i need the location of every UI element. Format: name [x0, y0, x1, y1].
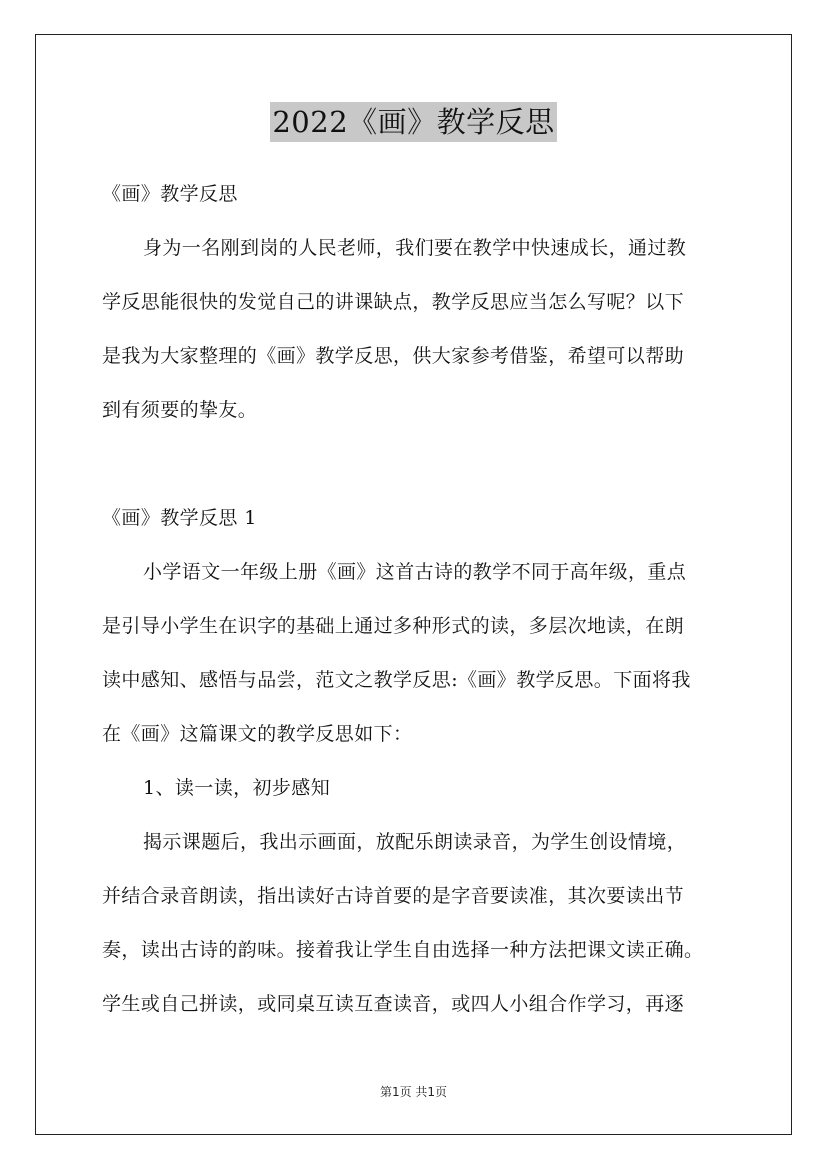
- paragraph-line: 并结合录音朗读，指出读好古诗首要的是字音要读准，其次要读出节: [102, 885, 685, 907]
- paragraph-line: 奏，读出古诗的韵味。接着我让学生自由选择一种方法把课文读正确。: [102, 939, 704, 961]
- paragraph-line: 读中感知、感悟与品尝，范文之教学反思:《画》教学反思。下面将我: [102, 669, 691, 691]
- subsection-heading: 1、读一读，初步感知: [143, 777, 331, 799]
- paragraph-line: 是引导小学生在识字的基础上通过多种形式的读，多层次地读，在朗: [102, 615, 685, 637]
- paragraph-line: 是我为大家整理的《画》教学反思，供大家参考借鉴，希望可以帮助: [102, 345, 685, 367]
- section-heading: 《画》教学反思 1: [102, 507, 257, 529]
- section-heading: 《画》教学反思: [102, 183, 238, 205]
- paragraph-line: 小学语文一年级上册《画》这首古诗的教学不同于高年级，重点: [143, 561, 687, 583]
- paragraph-line: 到有须要的挚友。: [102, 399, 258, 421]
- paragraph-line: 在《画》这篇课文的教学反思如下：: [102, 723, 413, 745]
- paragraph-line: 揭示课题后，我出示画面，放配乐朗读录音，为学生创设情境，: [143, 831, 687, 853]
- document-title: 2022《画》教学反思: [270, 102, 556, 142]
- paragraph-line: 学反思能很快的发觉自己的讲课缺点，教学反思应当怎么写呢？以下: [102, 291, 685, 313]
- page-footer: 第1页 共1页: [379, 1085, 448, 1099]
- paragraph-line: 学生或自己拼读，或同桌互读互查读音，或四人小组合作学习，再逐: [102, 993, 685, 1015]
- title-container: [0, 102, 827, 142]
- paragraph-line: 身为一名刚到岗的人民老师，我们要在教学中快速成长，通过教: [143, 237, 687, 259]
